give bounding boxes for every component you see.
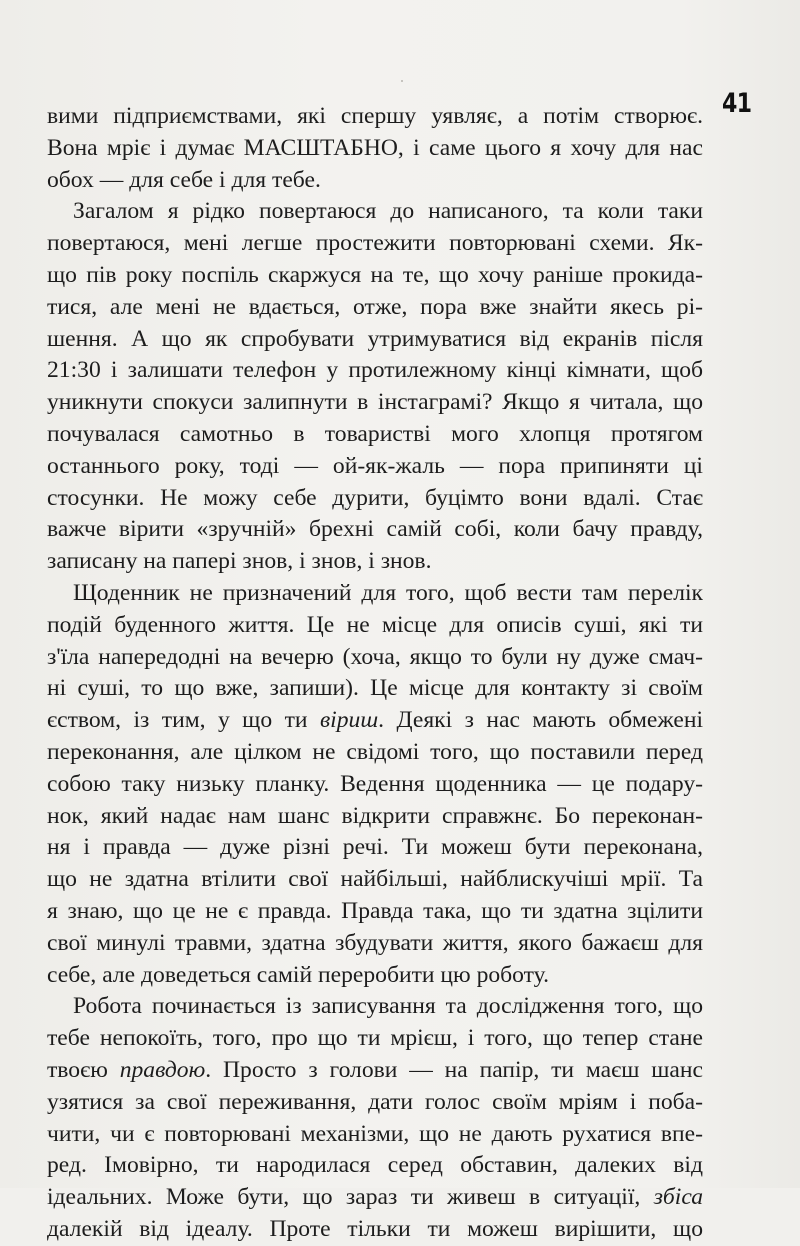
paragraph [47,991,703,1245]
text-line: вими підприємствами, які спершу уявляє, а потім створює. [47,103,703,129]
paper-speck [401,80,403,82]
text-line: стосунки. Не можу себе дурити, буцімто вони вдалі. Стає [47,484,703,511]
text-line: 21:30 і залишати телефон у протилежному кінці кімнати, щоб [47,357,703,384]
text-line: ред. Імовірно, ти народилася серед обставин, далеких від [47,1152,703,1179]
text-line: що не здатна втілити свої найбільші, найблискучіші мрії. Та [47,866,703,893]
text-line: тися, але мені не вдається, отже, пора вже знайти якесь рі- [47,293,703,320]
text-line [47,705,703,737]
text-line: Щоденник не призначений для того, щоб вести там перелік [73,579,703,606]
text-line: важче вірити «зручній» брехні самій собі, коли бачу правду, [47,516,703,543]
text-run: . Деякі з нас мають обмежені [378,707,704,734]
text-line: тебе непокоїть, того, про що ти мрієш, і того, що тепер стане [47,1025,703,1052]
text-line: Загалом я рідко повертаюся до написаного, та коли таки [73,198,703,225]
text-line: Робота починається із записування та дослідження того, що [73,993,703,1020]
text-line: ні суші, то що вже, запиши). Це місце для контакту зі своїм [47,675,703,702]
italic-emphasis: віриш [319,707,379,734]
paragraph [47,101,703,196]
text-line [47,1055,703,1087]
text-line: ня і правда — дуже різні речі. Ти можеш бути переконана, [47,834,703,861]
text-line: свої минулі травми, здатна збудувати життя, якого бажаєш для [47,929,703,956]
text-line: я знаю, що це не є правда. Правда така, що ти здатна зцілити [47,897,703,924]
paragraph [47,196,703,578]
paragraph [47,578,703,991]
text-line: шення. А що як спробувати утримуватися від екранів після [47,325,703,352]
text-line: подій буденного життя. Це не місце для описів суші, які ти [47,611,703,638]
text-line: переконання, але цілком не свідомі того, що поставили перед [47,738,703,765]
text-line: собою таку низьку планку. Ведення щоденника — це подару- [47,770,703,797]
text-line: Вона мріє і думає МАСШТАБНО, і саме цього я хочу для нас [47,134,703,161]
text-line: почувалася самотньо в товаристві мого хлопця протягом [47,420,703,447]
text-run: . Просто з голови — на папір, ти маєш шанс [205,1056,703,1083]
body-text [47,101,703,1246]
text-line: повертаюся, мені легше простежити повторювані схеми. Як- [47,230,703,257]
text-run: твоєю [47,1056,120,1083]
text-line [47,1182,703,1214]
text-line: записану на папері знов, і знов, і знов. [47,548,432,575]
text-run: ідеальних. Може бути, що зараз ти живеш в ситуації, [47,1184,654,1211]
text-line: що пів року поспіль скаржуся на те, що хочу раніше прокида- [47,261,703,288]
text-line: чити, чи є повторювані механізми, що не дають рухатися впе- [47,1120,703,1147]
text-run: єством, із тим, у що ти [47,707,320,734]
italic-emphasis: збіса [653,1184,703,1211]
text-line: останнього року, тоді — ой-як-жаль — пора припиняти ці [47,452,703,479]
text-line: себе, але доведеться самій переробити цю роботу. [47,961,549,988]
text-line: далекій від ідеалу. Проте тільки ти можеш вирішити, що [47,1215,703,1242]
text-line: узятися за свої переживання, дати голос своїм мріям і поба- [47,1088,703,1115]
text-line: з'їла напередодні на вечерю (хоча, якщо то були ну дуже смач- [47,643,703,670]
italic-emphasis: правдою [119,1056,206,1083]
page-number: 41 [722,88,752,119]
text-line: нок, який надає нам шанс відкрити справжнє. Бо переконан- [47,802,703,829]
text-line: уникнути спокуси залипнути в інстаграмі? Якщо я читала, що [47,389,703,416]
text-line: обох — для себе і для тебе. [47,166,321,193]
